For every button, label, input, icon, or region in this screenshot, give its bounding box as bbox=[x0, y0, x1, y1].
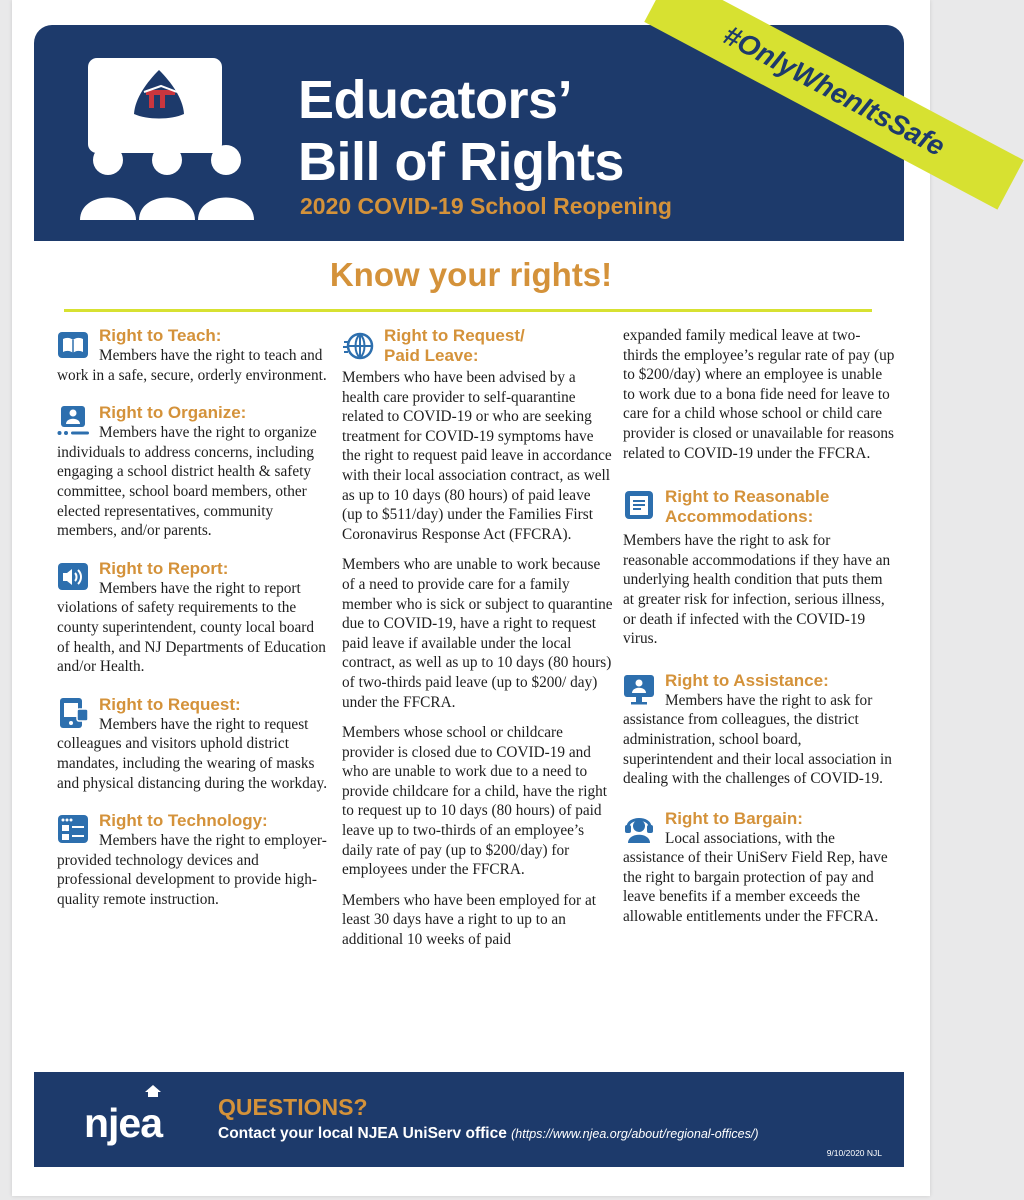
title-line-2: Paid Leave: bbox=[384, 346, 479, 365]
footer-banner bbox=[34, 1072, 904, 1167]
section-title: Right to Request: bbox=[99, 694, 241, 714]
paragraph: Members who are unable to work because of a need to provide care for a family member who is sick or subject to quarantine due to COVID-19, have a right to request paid leave if available under the local contract, as well as up to 10 days (80 hours) of two-thirds paid leave (up to $200/ day) under the FFCRA. bbox=[342, 556, 613, 711]
paragraph: Members whose school or childcare provider is closed due to COVID-19 and who are unable to work due to a need to provide childcare for a child, have the right to request up to 10 days (80 hours) of paid leave up to two-thirds of an employee’s daily rate of pay (up to $200/day) for employees under the FFCRA. bbox=[342, 724, 608, 879]
left-column bbox=[57, 326, 329, 909]
book-icon bbox=[57, 328, 89, 360]
paragraph: Members who have been employed for at least 30 days have a right to up to an additional 10 weeks of paid bbox=[342, 891, 597, 949]
board-icon bbox=[88, 58, 222, 153]
section-title: Right to Report: bbox=[99, 558, 229, 578]
title-line-1: Right to Reasonable bbox=[665, 487, 830, 507]
section-text: Members have the right to report violations of safety requirements to the county superintendent, county local board of health, and NJ Departments of Education and/or Health. bbox=[57, 579, 326, 676]
section-text: Members have the right to ask for assistance from colleagues, the district administration, school board, superintendent and their local association in dealing with the challenges of COVID-19. bbox=[623, 691, 892, 788]
regional-offices-link[interactable]: (https://www.njea.org/about/regional-offices/) bbox=[511, 1127, 759, 1141]
contact-text: Contact your local NJEA UniServ office bbox=[218, 1125, 507, 1142]
hashtag-sash: #OnlyWhenItsSafe bbox=[644, 0, 1023, 210]
title-line-1: Right to Request/ bbox=[384, 326, 525, 345]
section-paid-leave bbox=[342, 326, 614, 950]
section-right-to-teach bbox=[57, 326, 329, 385]
flyer-sheet bbox=[12, 0, 951, 1196]
questions-heading: QUESTIONS? bbox=[218, 1094, 368, 1120]
section-title bbox=[342, 326, 614, 366]
section-title: Right to Organize: bbox=[99, 403, 247, 423]
section-title: Right to Technology: bbox=[99, 811, 268, 831]
section-assistance bbox=[623, 671, 895, 789]
section-text: Local associations, with the assistance of their UniServ Field Rep, have the right to bargain protection of pay and leave benefits if a member exceeds the allowable entitlements under the FFCRA. bbox=[623, 829, 888, 926]
section-title: Right to Assistance: bbox=[665, 670, 829, 690]
paragraph: Members who have been advised by a health care provider to self-quarantine related to COVID-19 or who are seeking treatment for COVID-19 symptoms have the right to request paid leave in accordance with their local association contract, as well as up to 10 days (80 hours) of paid leave (up to $511/day) under the Families First Coronavirus Response Act (FFCRA). bbox=[342, 369, 612, 543]
right-column bbox=[623, 326, 895, 927]
njea-roof-icon bbox=[144, 1084, 162, 1098]
students-icon bbox=[72, 142, 262, 222]
organize-icon bbox=[57, 405, 89, 437]
section-body: Members have the right to ask for reasonable accommodations if they have an underlying health condition that puts them at greater risk for infection, serious illness, or death if infected with the COVID-19 virus. bbox=[623, 532, 891, 648]
date-code: 9/10/2020 NJL bbox=[826, 1148, 882, 1158]
section-body bbox=[57, 346, 329, 385]
section-body bbox=[57, 423, 329, 541]
section-text: Members have the right to teach and work in a safe, secure, orderly environment. bbox=[57, 347, 327, 384]
section-accommodations bbox=[623, 487, 895, 649]
browser-icon bbox=[57, 813, 89, 845]
section-body bbox=[57, 579, 329, 677]
contact-line bbox=[218, 1125, 759, 1143]
headline: Know your rights! bbox=[329, 256, 613, 293]
computer-icon bbox=[623, 673, 655, 705]
section-text: Members have the right to organize individuals to address concerns, including engaging a school district health & safety committee, school board members, other elected representatives, community members, and/or parents. bbox=[57, 424, 317, 540]
section-text: Members have the right to request colleagues and visitors uphold district mandates, including the wearing of masks and physical distancing during the workday. bbox=[57, 715, 328, 792]
section-text: Members have the right to employer-provided technology devices and professional development to provide high-quality remote instruction. bbox=[57, 832, 327, 908]
section-title: Right to Bargain: bbox=[665, 808, 803, 828]
section-body bbox=[623, 829, 895, 927]
section-right-to-organize bbox=[57, 403, 329, 541]
speaker-icon bbox=[57, 561, 89, 593]
continuation-paragraph: expanded family medical leave at two-thirds the employee’s regular rate of pay (up to $200/day) where an employee is unable to work due to a bona fide need for leave to care for a child whose school or child care provider is closed or unavailable for reasons related to COVID-19 under the FFCRA. bbox=[623, 327, 895, 462]
title-line-2: Accommodations: bbox=[665, 507, 814, 527]
subtitle: 2020 COVID-19 School Reopening bbox=[300, 193, 672, 219]
section-right-to-report bbox=[57, 559, 329, 677]
njea-triangle-icon bbox=[131, 68, 187, 122]
section-body bbox=[57, 831, 329, 909]
section-right-to-request bbox=[57, 695, 329, 793]
njea-logo: njea bbox=[84, 1100, 163, 1146]
divider bbox=[64, 309, 872, 312]
section-body bbox=[623, 691, 895, 789]
title-line-1: Educators’ bbox=[298, 70, 573, 130]
section-right-to-technology bbox=[57, 811, 329, 909]
section-body bbox=[57, 715, 329, 793]
title-line-2: Bill of Rights bbox=[298, 132, 624, 192]
middle-column bbox=[342, 326, 614, 961]
header-banner bbox=[34, 19, 951, 241]
classroom-logo-icon bbox=[72, 50, 242, 220]
device-icon bbox=[57, 697, 89, 729]
headset-icon bbox=[623, 811, 655, 843]
section-bargain bbox=[623, 809, 895, 927]
section-title bbox=[623, 487, 895, 527]
section-title: Right to Teach: bbox=[99, 326, 222, 345]
